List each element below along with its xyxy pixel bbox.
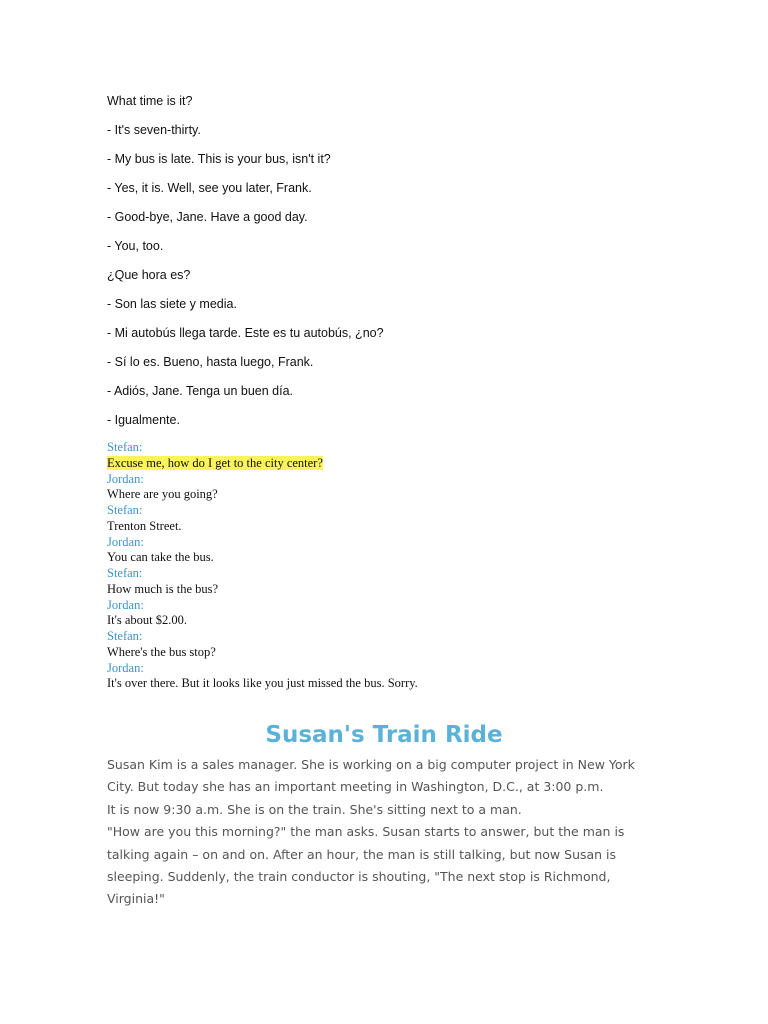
conversation-line: It's over there. But it looks like you just missed the bus. Sorry.	[107, 676, 418, 691]
dialogue-line: - Good-bye, Jane. Have a good day.	[107, 210, 308, 224]
speaker-name: Stefan:	[107, 629, 143, 643]
dialogue-line-spanish: ¿Que hora es?	[107, 268, 191, 282]
speaker-name: Stefan:	[107, 503, 143, 517]
dialogue-line-spanish: - Mi autobús llega tarde. Este es tu autobús, ¿no?	[107, 326, 384, 340]
conversation-line: Trenton Street.	[107, 518, 182, 533]
dialogue-line-spanish: - Adiós, Jane. Tenga un buen día.	[107, 384, 294, 398]
speaker-name: Jordan:	[107, 597, 144, 612]
story-line: City. But today she has an important meeting in Washington, D.C., at 3:00 p.m.	[107, 779, 604, 795]
speaker-name: Stefan:	[107, 566, 143, 580]
story-line: talking again – on and on. After an hour, the man is still talking, but now Susan is	[107, 846, 617, 862]
conversation-line	[107, 456, 667, 472]
conversation-line: How much is the bus?	[107, 581, 219, 596]
story-line: sleeping. Suddenly, the train conductor is shouting, "The next stop is Richmond,	[107, 869, 611, 885]
dialogue-line: - Yes, it is. Well, see you later, Frank.	[107, 181, 312, 195]
story-line: Susan Kim is a sales manager. She is working on a big computer project in New York	[107, 757, 635, 772]
conversation-line: You can take the bus.	[107, 550, 214, 565]
speaker-name: Jordan:	[107, 660, 144, 675]
story-line: Virginia!"	[107, 891, 165, 907]
conversation-line: Where are you going?	[107, 487, 218, 502]
dialogue-line: What time is it?	[107, 94, 193, 108]
conversation-line: Where's the bus stop?	[107, 644, 216, 659]
conversation-line: It's about $2.00.	[107, 613, 188, 628]
dialogue-line-spanish: - Igualmente.	[107, 413, 180, 427]
dialogue-line-spanish: - Sí lo es. Bueno, hasta luego, Frank.	[107, 355, 314, 369]
story-title: Susan's Train Ride	[265, 722, 503, 748]
speaker-name: Jordan:	[107, 534, 144, 549]
bus-dialogue	[107, 91, 667, 439]
speaker-name: Stefan:	[107, 440, 143, 454]
story-paragraph	[107, 754, 667, 911]
dialogue-line: - It's seven-thirty.	[107, 123, 201, 137]
story-line: "How are you this morning?" the man asks. Susan starts to answer, but the man is	[107, 824, 625, 840]
dialogue-line: - You, too.	[107, 239, 164, 253]
dialogue-line: - My bus is late. This is your bus, isn't it?	[107, 152, 331, 166]
dialogue-line-spanish: - Son las siete y media.	[107, 297, 237, 311]
highlighted-text: Excuse me, how do I get to the city center?	[107, 455, 323, 470]
speaker-name: Jordan:	[107, 471, 144, 486]
directions-conversation	[107, 440, 667, 692]
story-line: It is now 9:30 a.m. She is on the train. She's sitting next to a man.	[107, 801, 522, 817]
